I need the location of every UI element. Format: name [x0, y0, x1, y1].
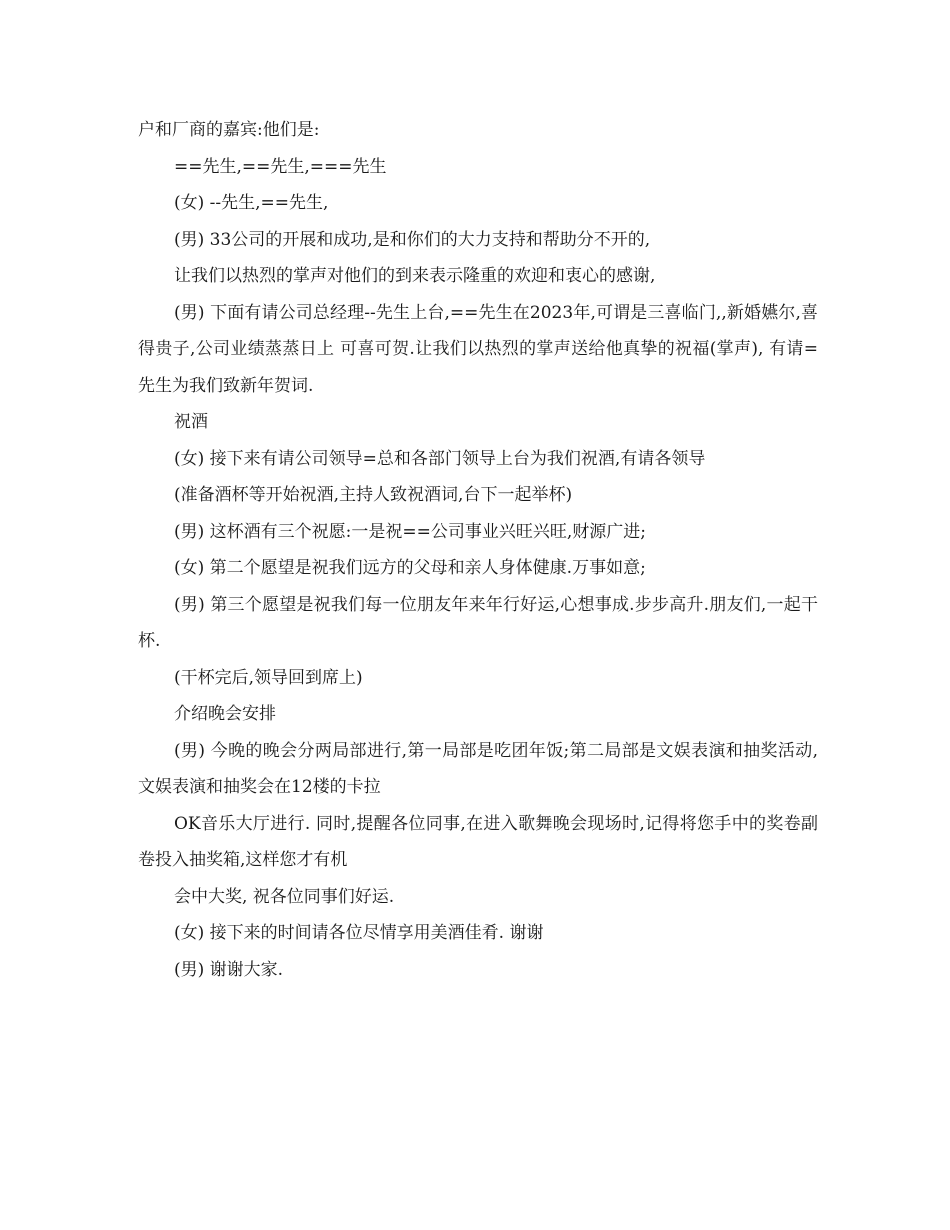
paragraph: 让我们以热烈的掌声对他们的到来表示隆重的欢迎和衷心的感谢,	[174, 266, 656, 286]
paragraph: (男) 这杯酒有三个祝愿:一是祝==公司事业兴旺兴旺,财源广进;	[174, 521, 647, 542]
paragraph: (女) 接下来的时间请各位尽情享用美酒佳肴. 谢谢	[174, 923, 544, 943]
paragraph: 会中大奖, 祝各位同事们好运.	[174, 886, 395, 907]
paragraph: (男) 谢谢大家.	[174, 959, 284, 980]
paragraph: (女) --先生,==先生,	[174, 193, 329, 213]
paragraph: (男) 今晚的晚会分两局部进行,第一局部是吃团年饭;第二局部是文娱表演和抽奖活动,文娱表演和抽奖会在12楼的卡拉	[138, 740, 818, 797]
section-heading-toast: 祝酒	[174, 412, 208, 432]
paragraph: (准备酒杯等开始祝酒,主持人致祝酒词,台下一起举杯)	[174, 485, 573, 505]
paragraph: 户和厂商的嘉宾:他们是:	[138, 120, 320, 140]
paragraph: (男) 33公司的开展和成功,是和你们的大力支持和帮助分不开的,	[174, 229, 651, 250]
paragraph: OK音乐大厅进行. 同时,提醒各位同事,在进入歌舞晚会现场时,记得将您手中的奖卷副卷投入抽奖箱,这样您才有机	[138, 813, 818, 870]
section-heading-program: 介绍晚会安排	[174, 704, 276, 724]
paragraph: (女) 接下来有请公司领导=总和各部门领导上台为我们祝酒,有请各领导	[174, 448, 706, 469]
paragraph: (男) 第三个愿望是祝我们每一位朋友年来年行好运,心想事成.步步高升.朋友们,一起干杯.	[138, 594, 818, 651]
document-page	[138, 112, 818, 988]
paragraph: (男) 下面有请公司总经理--先生上台,==先生在2023年,可谓是三喜临门,,新婚嬿尔,喜得贵子,公司业绩蒸蒸日上 可喜可贺.让我们以热烈的掌声送给他真挚的祝福(掌声), 有请=先生为我们致新年贺词.	[138, 302, 818, 396]
paragraph: (女) 第二个愿望是祝我们远方的父母和亲人身体健康.万事如意;	[174, 558, 646, 578]
paragraph: (干杯完后,领导回到席上)	[174, 667, 363, 688]
paragraph: ==先生,==先生,===先生	[174, 156, 387, 177]
